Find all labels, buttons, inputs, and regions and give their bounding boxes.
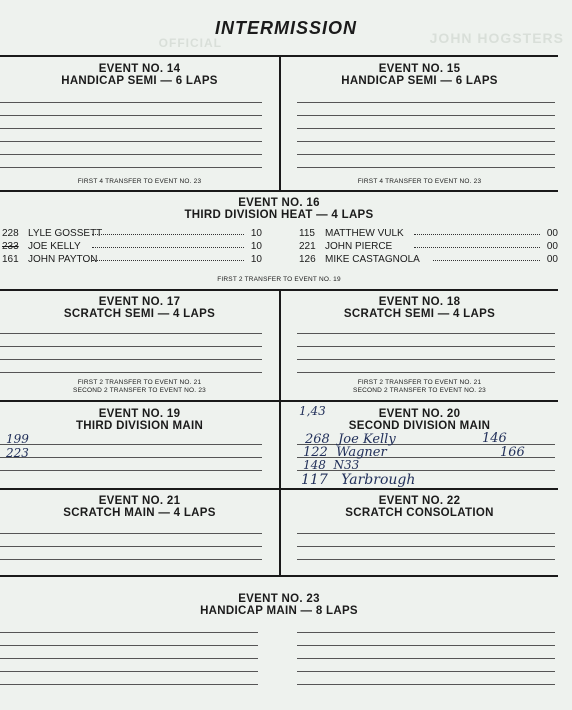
rider-name: MIKE CASTAGNOLA — [325, 254, 420, 265]
event-name: SCRATCH SEMI — 4 LAPS — [63, 308, 216, 320]
handwritten-entry: 148 N33 — [303, 458, 360, 472]
transfer-note: FIRST 4 TRANSFER TO EVENT NO. 23 — [77, 178, 202, 185]
rider-name: JOE KELLY — [28, 241, 81, 252]
entry-row — [2, 228, 262, 239]
handwritten-entry: 122 Wagner — [303, 445, 387, 460]
event-number: EVENT NO. 19 — [98, 408, 181, 420]
entry-row — [2, 254, 262, 265]
event-name: SCRATCH MAIN — 4 LAPS — [63, 507, 216, 519]
entry-row — [299, 254, 558, 265]
event-number: EVENT NO. 14 — [98, 63, 181, 75]
rider-name: LYLE GOSSETT — [28, 228, 103, 239]
rider-name: JOHN PIERCE — [325, 241, 393, 252]
event-name: HANDICAP SEMI — 6 LAPS — [61, 75, 218, 87]
event-name: SCRATCH CONSOLATION — [345, 507, 494, 519]
event-number: EVENT NO. 15 — [378, 63, 461, 75]
divider — [279, 289, 281, 575]
event-name: SECOND DIVISION MAIN — [348, 420, 491, 432]
transfer-note: FIRST 2 TRANSFER TO EVENT NO. 21 — [77, 379, 202, 386]
watermark-text: JOHN HOGSTERS — [429, 30, 564, 46]
rider-number: 221 — [299, 241, 316, 252]
rider-number: 233 — [2, 241, 19, 252]
handwritten-entry: 268 Joe Kelly — [305, 432, 396, 447]
transfer-note: FIRST 2 TRANSFER TO EVENT NO. 21 — [357, 379, 482, 386]
rider-number: 115 — [299, 228, 315, 239]
handwritten-number: 223 — [6, 446, 29, 460]
event-name: THIRD DIVISION MAIN — [75, 420, 204, 432]
points: 10 — [250, 241, 262, 252]
points: 00 — [546, 254, 558, 265]
rider-name: JOHN PAYTON — [28, 254, 98, 265]
entry-row — [2, 241, 262, 252]
transfer-note: SECOND 2 TRANSFER TO EVENT NO. 23 — [73, 387, 206, 394]
points: 00 — [546, 228, 558, 239]
event-name: SCRATCH SEMI — 4 LAPS — [343, 308, 496, 320]
transfer-note: FIRST 4 TRANSFER TO EVENT NO. 23 — [357, 178, 482, 185]
transfer-note: FIRST 2 TRANSFER TO EVENT NO. 19 — [217, 276, 341, 283]
rider-number: 228 — [2, 228, 19, 239]
page-title: INTERMISSION — [214, 18, 357, 38]
handwritten-entry: 117 Yarbrough — [301, 472, 416, 488]
event-name: HANDICAP MAIN — 8 LAPS — [200, 605, 358, 617]
points: 10 — [250, 228, 262, 239]
event-number: EVENT NO. 16 — [238, 197, 320, 209]
handwritten-number: 146 — [482, 431, 507, 446]
rider-number: 126 — [299, 254, 316, 265]
points: 10 — [250, 254, 262, 265]
event-name: THIRD DIVISION HEAT — 4 LAPS — [184, 209, 374, 221]
transfer-note: SECOND 2 TRANSFER TO EVENT NO. 23 — [353, 387, 486, 394]
handwritten-number: 199 — [6, 432, 29, 446]
points: 00 — [546, 241, 558, 252]
event-number: EVENT NO. 20 — [378, 408, 461, 420]
event-number: EVENT NO. 22 — [378, 495, 461, 507]
rider-number: 161 — [2, 254, 19, 265]
event-number: EVENT NO. 18 — [378, 296, 461, 308]
event-name: HANDICAP SEMI — 6 LAPS — [341, 75, 498, 87]
entry-row — [299, 241, 558, 252]
event-number: EVENT NO. 17 — [98, 296, 181, 308]
watermark-text-2: OFFICIAL — [158, 36, 222, 50]
event-number: EVENT NO. 23 — [238, 593, 320, 605]
entry-row — [299, 228, 558, 239]
event-number: EVENT NO. 21 — [98, 495, 181, 507]
divider — [0, 190, 558, 192]
handwritten-note: 1,43 — [299, 404, 326, 418]
handwritten-number: 166 — [500, 445, 525, 460]
rider-name: MATTHEW VULK — [325, 228, 404, 239]
divider — [0, 575, 558, 577]
